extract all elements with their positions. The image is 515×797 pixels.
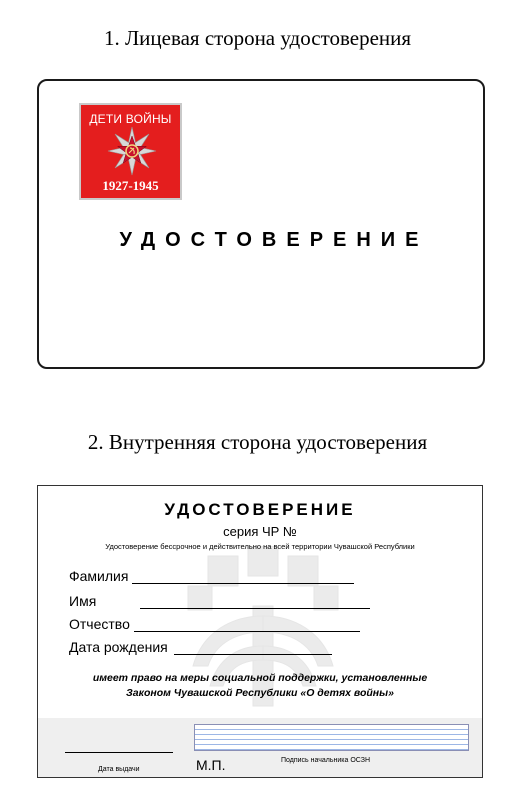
name-label: Имя: [69, 593, 97, 609]
inner-title: УДОСТОВЕРЕНИЕ: [164, 500, 356, 519]
order-star-icon: [107, 125, 157, 177]
patronymic-label: Отчество: [69, 616, 130, 632]
stamp-label: М.П.: [196, 757, 226, 773]
name-field: [69, 593, 370, 609]
patronymic-field: [69, 616, 360, 632]
emblem-years: 1927-1945: [102, 178, 159, 193]
surname-field: [69, 568, 354, 584]
surname-label: Фамилия: [69, 568, 129, 584]
birth-date-field: [69, 639, 332, 655]
certificate-front-card: [37, 79, 485, 369]
rights-statement: [38, 671, 482, 701]
issue-date-label: Дата выдачи: [98, 766, 140, 773]
front-title: УДОСТОВЕРЕНИЕ: [119, 229, 429, 251]
children-of-war-emblem: [79, 103, 182, 200]
issue-date-line: [65, 752, 173, 753]
front-side-heading: 1. Лицевая сторона удостоверения: [103, 26, 412, 50]
signature-label: Подпись начальника ОСЗН: [281, 757, 371, 764]
birth-date-label: Дата рождения: [69, 639, 168, 655]
birth-date-line: [174, 640, 332, 655]
patronymic-line: [134, 617, 360, 632]
name-line: [140, 594, 370, 609]
rights-line-1: имеет право на меры социальной поддержки, установленные: [92, 672, 428, 684]
certificate-inner-card: [37, 485, 483, 778]
signature-box: [194, 724, 469, 751]
surname-line: [132, 569, 354, 584]
inner-side-heading: 2. Внутренняя сторона удостоверения: [87, 430, 428, 454]
series-label: серия ЧР №: [223, 524, 297, 539]
emblem-top-text: ДЕТИ ВОЙНЫ: [89, 112, 172, 126]
rights-line-2: Законом Чувашской Республики «О детях войны»: [126, 687, 394, 699]
validity-note: Удостоверение бессрочное и действительно на всей территории Чувашской Республики: [105, 542, 415, 551]
